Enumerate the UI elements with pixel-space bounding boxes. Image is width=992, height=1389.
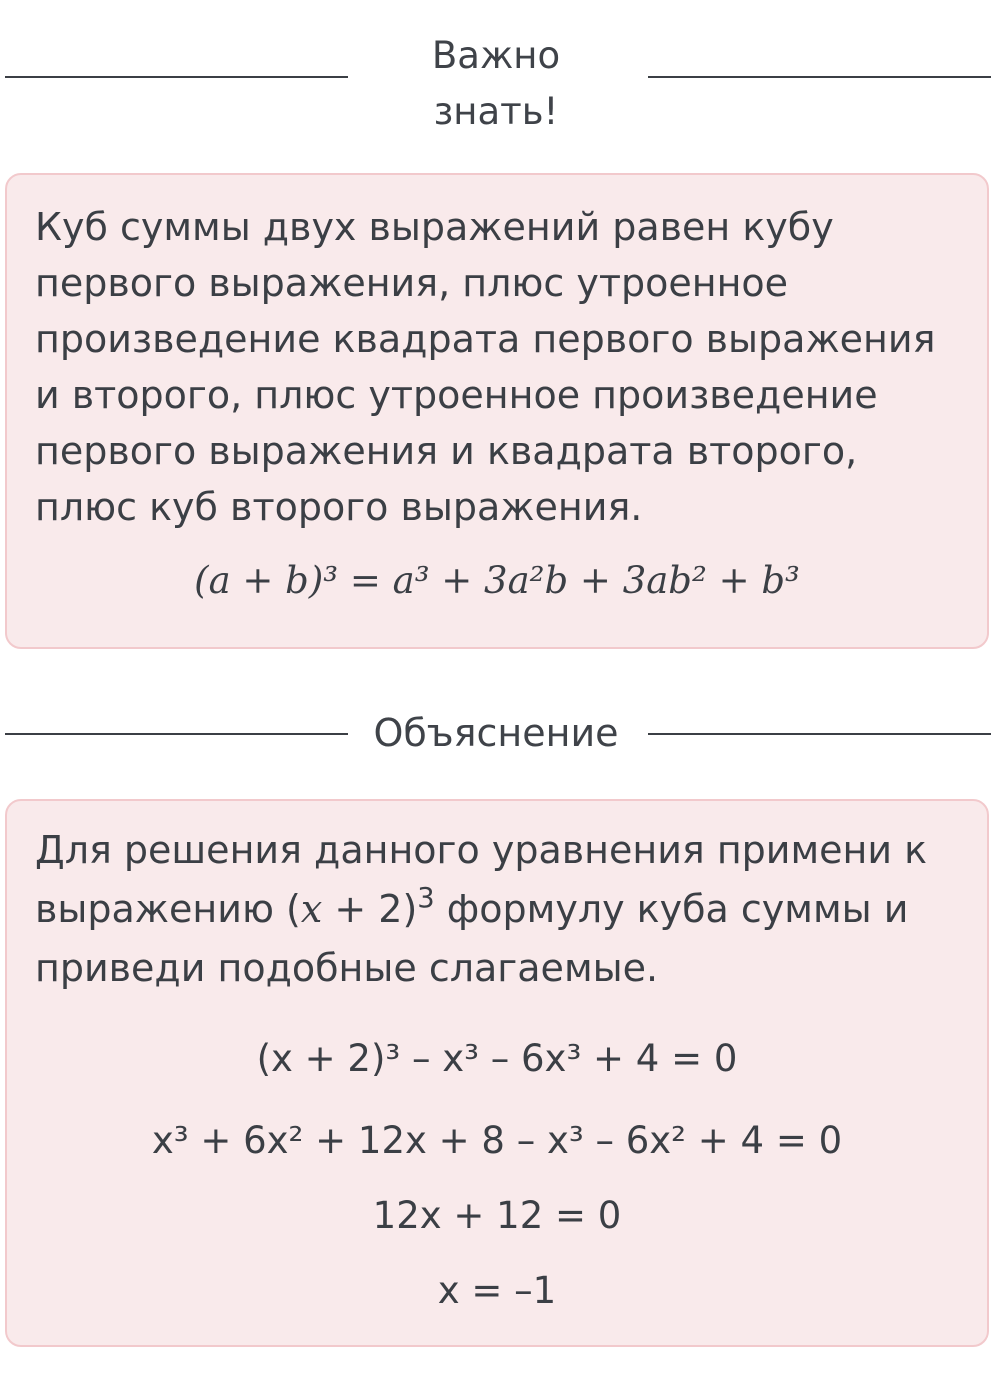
important-heading-line2: знать!	[433, 90, 559, 133]
explanation-text-part: + 2)	[322, 887, 418, 931]
explanation-text-variable: x	[300, 887, 323, 931]
solution-step-3: 12x + 12 = 0	[372, 1194, 622, 1237]
divider-line-right	[648, 76, 991, 78]
rule-formula	[7, 559, 987, 602]
divider-line-right	[648, 733, 991, 735]
explanation-text-exponent: 3	[417, 882, 435, 914]
explanation-text-part: Для решения данного уравнения примени к выражению (	[35, 828, 928, 931]
rule-formula-text: (a + b)³ = a³ + 3a²b + 3ab² + b³	[194, 559, 800, 602]
solution-step-4: x = –1	[437, 1269, 557, 1312]
explanation-card	[5, 799, 989, 1347]
rule-card	[5, 173, 989, 649]
important-heading-line1: Важно	[431, 34, 561, 77]
solution-step-2: x³ + 6x² + 12x + 8 – x³ – 6x² + 4 = 0	[151, 1119, 843, 1162]
important-divider	[0, 22, 992, 142]
explanation-text	[35, 821, 957, 998]
explanation-heading: Объяснение	[373, 711, 619, 755]
solution-step-1: (x + 2)³ – x³ – 6x³ + 4 = 0	[256, 1037, 738, 1080]
rule-text: Куб суммы двух выражений равен кубу первого выражения, плюс утроенное произведение квадрата первого выражения и второго, плюс утроенное произведение первого выражения и квадрата второго, плюс куб второго выражения.	[35, 205, 936, 529]
explanation-divider	[0, 700, 992, 770]
important-heading	[0, 28, 992, 140]
explanation-text-part: формулу куба суммы и приведи подобные слагаемые.	[35, 887, 909, 990]
